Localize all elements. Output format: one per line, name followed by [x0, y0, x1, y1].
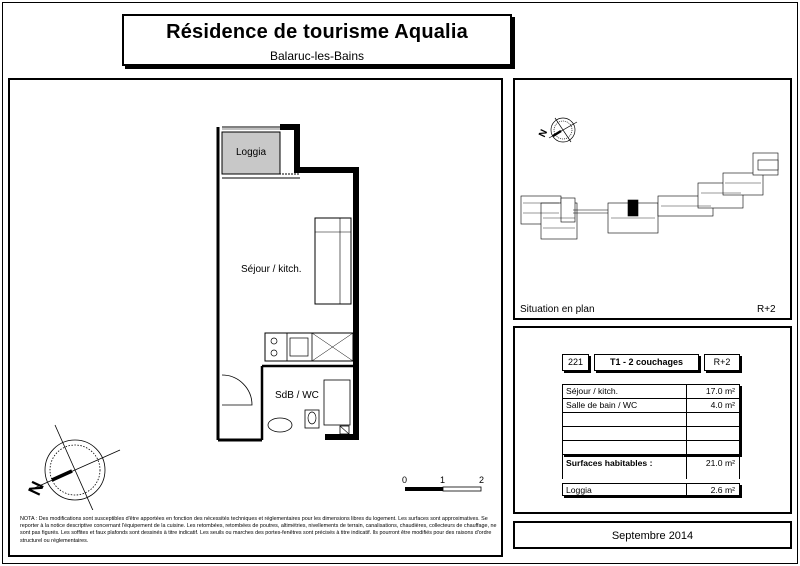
table-row [563, 399, 739, 413]
document-date: Septembre 2014 [611, 530, 694, 542]
surface-value [687, 413, 739, 426]
total-value: 21.0 m² [705, 458, 735, 468]
disclaimer-note: NOTA : Des modifications sont susceptibles d'être apportées en fonction des nécessités techniques et réglementaires pour les dimensions libres du logement. Les surfaces sont approximatives. Se reporter à la notice descriptive concernant l'équipement de la cuisine. Les retombées, retombées de poutres, altimétries, nivellements de terrain, canalisations, chaudières, collecteurs de chauffage, ne sont pas figurés. Les soffites et faux plafonds sont dessinés à titre indicatif. Les seuils ou marches des portes-fenêtres sont précisés à titre indicatif. Ils pourront être modifiés pour des raisons d'ordre structurel ou réglementaires. [20, 516, 497, 544]
surface-label [563, 413, 687, 426]
document-subtitle: Balaruc-les-Bains [269, 49, 365, 63]
situation-label: Situation en plan [520, 304, 595, 315]
surface-value: 4.0 m² [710, 400, 735, 410]
surface-label: Séjour / kitch. [563, 385, 687, 398]
date-panel [513, 521, 792, 549]
site-compass-icon [549, 118, 577, 142]
compass-letter: N [24, 478, 48, 499]
surface-label [563, 427, 687, 440]
table-row [563, 441, 739, 454]
scale-label-0: 0 [402, 475, 408, 485]
scale-bar [405, 487, 481, 491]
surface-value [687, 427, 739, 440]
table-row [563, 427, 739, 441]
total-label: Surfaces habitables : [563, 455, 687, 479]
site-compass-letter: N [537, 127, 551, 140]
apartment-level: R+2 [704, 354, 740, 371]
loggia-row [562, 483, 740, 496]
surface-label: Salle de bain / WC [563, 399, 687, 412]
table-row [563, 413, 739, 427]
scale-label-2: 2 [479, 475, 485, 485]
surface-label [563, 441, 687, 454]
room-label-loggia: Loggia [236, 147, 267, 158]
loggia-value: 2.6 m² [710, 485, 735, 495]
situation-level: R+2 [757, 304, 776, 315]
surfaces-table [562, 384, 740, 455]
site-plan-drawing [513, 78, 792, 278]
surface-value: 17.0 m² [705, 386, 735, 396]
table-row [563, 385, 739, 399]
total-row [562, 455, 740, 479]
room-label-sdb: SdB / WC [275, 390, 319, 401]
lot-number: 221 [562, 354, 589, 371]
surface-value [687, 441, 739, 454]
room-label-sejour: Séjour / kitch. [241, 264, 302, 275]
scale-label-1: 1 [440, 475, 446, 485]
document-title: Résidence de tourisme Aqualia [166, 21, 468, 43]
apartment-type: T1 - 2 couchages [594, 354, 699, 371]
loggia-label: Loggia [563, 484, 687, 495]
